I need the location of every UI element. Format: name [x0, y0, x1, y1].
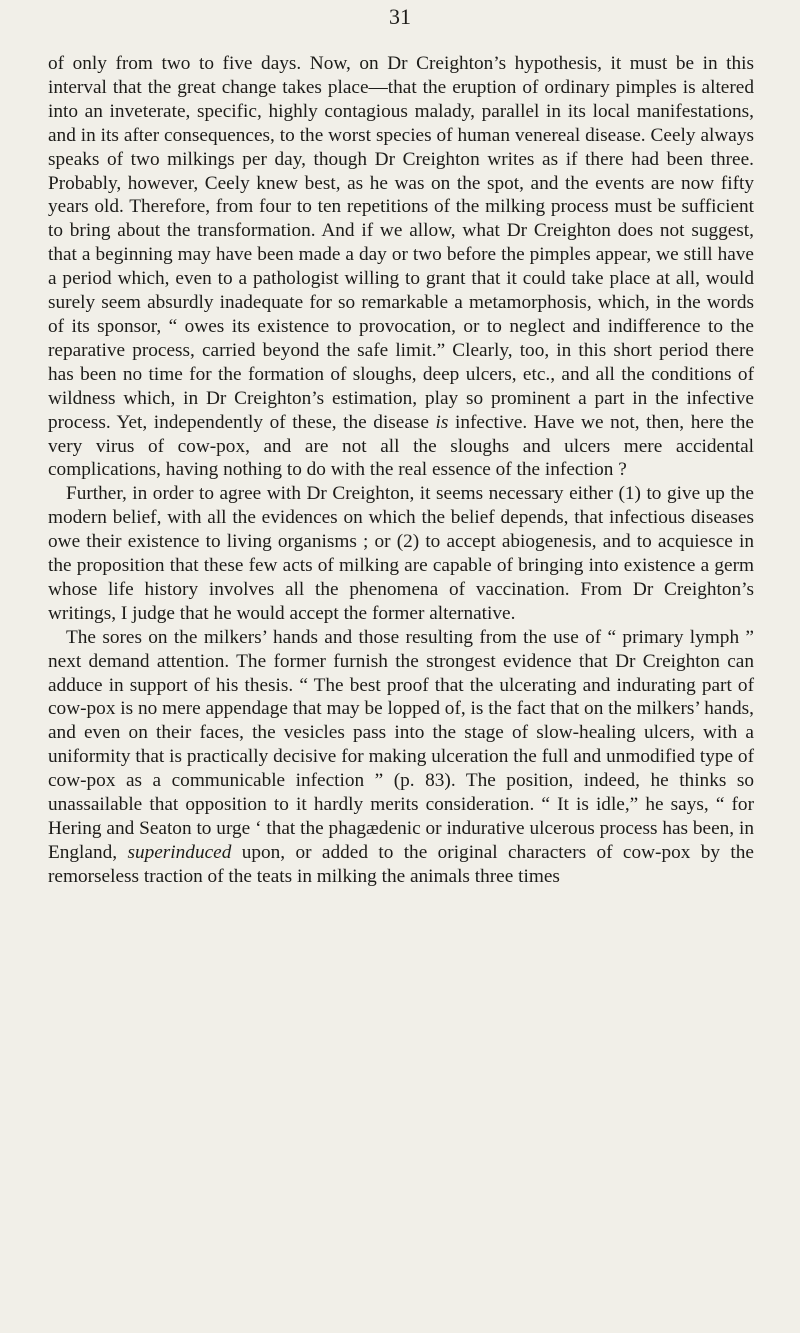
italic-text-run: is — [435, 411, 449, 433]
page-number: 31 — [389, 4, 411, 29]
body-text — [48, 52, 754, 889]
text-run: The sores on the milkers’ hands and those resulting from the use of “ primary lymph ” next demand attention. The former furnish the strongest evidence that Dr Creighton can adduce in support of his thesis. “ The best proof that the ulcerating and indurating part of cow-pox is no mere appendage that may be lopped of, is the fact that on the milkers’ hands, and even on their faces, the vesicles pass into the stage of slow-healing ulcers, with a uniformity that is practically decisive for making ulceration the full and unmodified type of cow-pox as a communicable infection ” (p. 83). The position, indeed, he thinks so unassailable that opposition to it hardly merits consideration. “ It is idle,” he says, “ for Hering and Seaton to urge ‘ that the phagædenic or indurative ulcerous process has been, in England, — [48, 626, 754, 863]
paragraph — [48, 52, 754, 482]
paragraph — [48, 482, 754, 625]
text-run: of only from two to five days. Now, on Dr Creighton’s hypothesis, it must be in this interval that the great change takes place—that the eruption of ordinary pimples is altered into an inveterate, specific, highly contagious malady, parallel in its local manifestations, and in its after consequences, to the worst species of human venereal disease. Ceely always speaks of two milkings per day, though Dr Creighton writes as if there had been three. Probably, however, Ceely knew best, as he was on the spot, and the events are now fifty years old. Therefore, from four to ten repetitions of the milking process must be sufficient to bring about the transformation. And if we allow, what Dr Creighton does not suggest, that a beginning may have been made a day or two before the pimples appear, we still have a period which, even to a pathologist willing to grant that it could take place at all, would surely seem absurdly inadequate for so remarkable a metamorphosis, which, in the words of its sponsor, “ owes its existence to provocation, or to neglect and indifference to the reparative process, carried beyond the safe limit.” Clearly, too, in this short period there has been no time for the formation of sloughs, deep ulcers, etc., and all the conditions of wildness which, in Dr Creighton’s estimation, play so prominent a part in the infective process. Yet, independently of these, the disease — [48, 53, 754, 433]
paragraph — [48, 626, 754, 889]
text-run: Further, in order to agree with Dr Creighton, it seems necessary either (1) to give up the modern belief, with all the evidences on which the belief depends, that infectious diseases owe their existence to living organisms ; or (2) to accept abiogenesis, and to acquiesce in the proposition that these few acts of milking are capable of bringing into existence a germ whose life history involves all the phenomena of vaccination. From Dr Creighton’s writings, I judge that he would accept the former alternative. — [48, 483, 754, 624]
text-run: upon, or added to the original characters of cow-pox by the remorseless traction of the teats in milking the animals three times — [48, 841, 754, 887]
italic-text-run: superinduced — [127, 841, 232, 863]
text-run: infective. Have we not, then, here the very virus of cow-pox, and are not all the sloughs and ulcers mere accidental complications, having nothing to do with the real essence of the infection ? — [48, 411, 754, 481]
